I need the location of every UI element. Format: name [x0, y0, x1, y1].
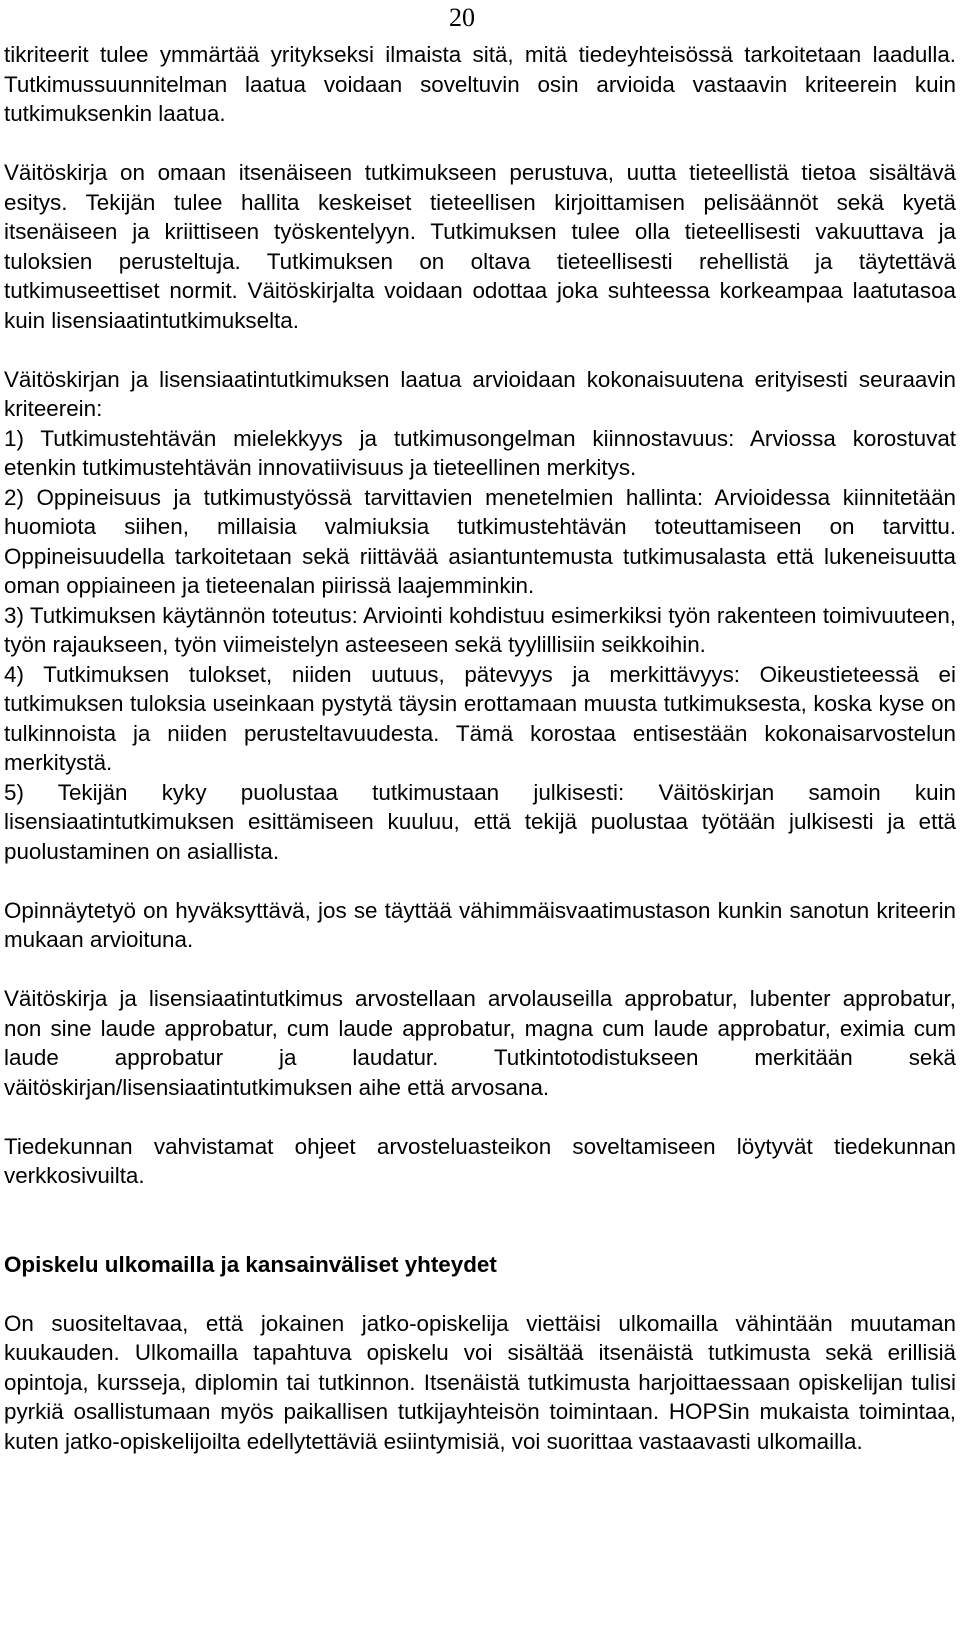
paragraph-study-abroad: On suositeltavaa, että jokainen jatko-opiskelija viettäisi ulkomailla vähintään muutaman kuukauden. Ulkomailla tapahtuva opiskelu voi sisältää itsenäistä tutkimusta sekä erillisiä opintoja, kursseja, diplomin tai tutkinnon. Itsenäistä tutkimusta harjoittaessaan opiskelijan tulisi pyrkiä osallistumaan myös paikallisen tutkijayhteisön toimintaan. HOPSin mukaista toimintaa, kuten jatko-opiskelijoilta edellytettäviä esiintymisiä, voi suorittaa vastaavasti ulkomailla. — [4, 1310, 956, 1454]
paragraph-dissertation-definition: Väitöskirja on omaan itsenäiseen tutkimukseen perustuva, uutta tieteellistä tietoa sisältävä esitys. Tekijän tulee hallita keskeiset tieteellisen kirjoittamisen pelisäännöt sekä kyetä itsenäiseen ja kriittiseen työskentelyyn. Tutkimuksen tulee olla tieteellisesti vakuuttava ja tuloksien perusteltuja. Tutkimuksen on oltava tieteellisesti rehellistä ja täytettävä tutkimuseettiset normit. Väitöskirjalta voidaan odottaa joka suhteessa korkeampaa laatutasoa kuin lisensiaatintutkimukselta. — [4, 160, 956, 333]
section-spacer — [4, 1220, 956, 1250]
paragraph-criteria-intro: Väitöskirjan ja lisensiaatintutkimuksen laatua arvioidaan kokonaisuutena erityisesti seuraavin kriteerein: — [4, 366, 956, 421]
paragraph-faculty-instructions: Tiedekunnan vahvistamat ohjeet arvosteluasteikon soveltamiseen löytyvät tiedekunnan verkkosivuilta. — [4, 1133, 956, 1188]
criterion-1: 1) Tutkimustehtävän mielekkyys ja tutkimusongelman kiinnostavuus: Arviossa korostuvat etenkin tutkimustehtävän innovatiivisuus ja tieteellinen merkitys. — [4, 425, 956, 480]
criterion-4: 4) Tutkimuksen tulokset, niiden uutuus, pätevyys ja merkittävyys: Oikeustieteessä ei tutkimuksen tuloksia useinkaan pystytä täysin erottamaan muusta tutkimuksesta, koska kyse on tulkinnoista ja niiden perusteltavuudesta. Tämä korostaa entisestään kokonaisarvostelun merkitystä. — [4, 661, 956, 775]
paragraph-acceptance: Opinnäytetyö on hyväksyttävä, jos se täyttää vähimmäisvaatimustason kunkin sanotun kriteerin mukaan arvioituna. — [4, 897, 956, 952]
paragraph-quality-criteria: tikriteerit tulee ymmärtää yritykseksi ilmaista sitä, mitä tiedeyhteisössä tarkoitetaan laadulla. Tutkimussuunnitelman laatua voidaan soveltuvin osin arvioida vastaavin kriteerein kuin tutkimuksenkin laatua. — [4, 42, 956, 126]
criterion-2: 2) Oppineisuus ja tutkimustyössä tarvittavien menetelmien hallinta: Arvioidessa kiinnitetään huomiota siihen, millaisia valmiuksia tutkimustehtävän toteuttamiseen on tarvittu. Oppineisuudella tarkoitetaan sekä riittävää asiantuntemusta tutkimusalasta että lukeneisuutta oman oppiaineen ja tieteenalan piirissä laajemminkin. — [4, 484, 956, 598]
document-body — [4, 40, 956, 1456]
paragraph-grading-scale: Väitöskirja ja lisensiaatintutkimus arvostellaan arvolauseilla approbatur, lubenter approbatur, non sine laude approbatur, cum laude approbatur, magna cum laude approbatur, eximia cum laude approbatur ja laudatur. Tutkintotodistukseen merkitään sekä väitöskirjan/lisensiaatintutkimuksen aihe että arvosana. — [4, 986, 956, 1100]
section-heading: Opiskelu ulkomailla ja kansainväliset yhteydet — [4, 1251, 497, 1277]
page-number: 20 — [449, 3, 475, 32]
criterion-5: 5) Tekijän kyky puolustaa tutkimustaan julkisesti: Väitöskirjan samoin kuin lisensiaatintutkimuksen esittämiseen kuuluu, että tekijä puolustaa työtään julkisesti ja että puolustaminen on asiallista. — [4, 779, 956, 864]
criterion-3: 3) Tutkimuksen käytännön toteutus: Arviointi kohdistuu esimerkiksi työn rakenteen toimivuuteen, työn rajaukseen, työn viimeistelyn asteeseen sekä tyylillisiin seikkoihin. — [4, 602, 956, 657]
